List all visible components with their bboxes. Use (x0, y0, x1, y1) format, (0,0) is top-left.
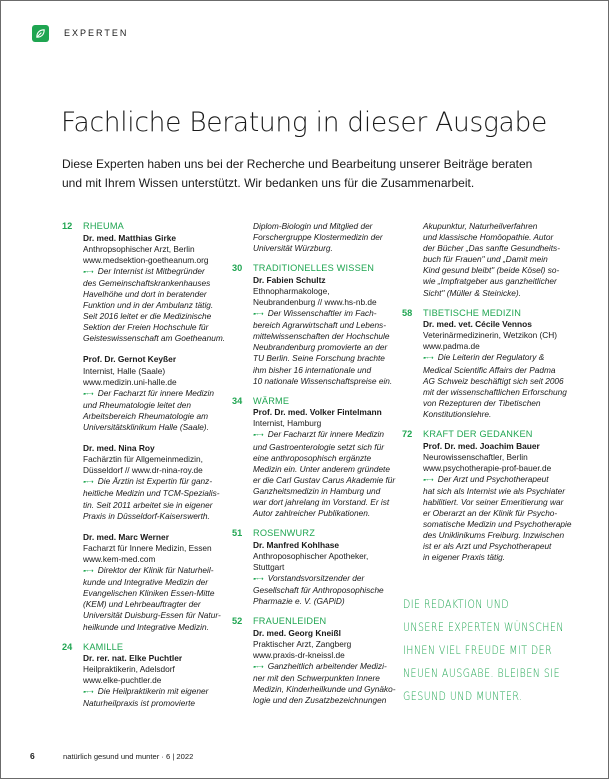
arrow-icon: ➸➝ (253, 311, 263, 319)
arrow-icon: ➸➝ (253, 432, 263, 440)
topic-page-number: 52 (232, 616, 243, 627)
arrow-icon: ➸➝ (83, 390, 93, 398)
expert-name: Dr. Manfred Kohlhase (253, 539, 340, 550)
expert-name: Dr. med. Matthias Girke (83, 232, 177, 243)
expert-entry-girke (83, 233, 234, 355)
expert-website[interactable]: www.praxis-dr-kneissl.de (253, 649, 345, 660)
expert-description: ➸➝ Der Facharzt für innere Medizin und Rheumatologie leitet den Arbeitsbereich Rheumatologie am Universitätsklinikum Halle (Saale). (83, 387, 214, 432)
section-label: EXPERTEN (64, 28, 129, 38)
expert-info: Stuttgart (253, 561, 285, 572)
expert-info: Fachärztin für Allgemeinmedizin, (83, 454, 203, 465)
arrow-icon: ➸➝ (253, 664, 263, 671)
expert-info: Internist, Halle (Saale) (83, 365, 166, 376)
topic-name: TRADITIONELLES WISSEN (253, 263, 375, 274)
expert-info: Praktischer Arzt, Zangberg (253, 638, 352, 649)
expert-name: Prof. Dr. med. Volker Fintelmann (253, 407, 382, 418)
topic-rosenwurz (232, 528, 404, 540)
expert-description: Diplom-Biologin und Mitglied der Forschergruppe Klostermedizin der Universität Würzburg. (253, 221, 383, 254)
expert-info: Anthropsophischer Arzt, Berlin (83, 243, 195, 254)
closing-message (403, 593, 567, 708)
expert-description: ➸➝ Ganzheitlich arbeitender Medizi- ner mit den Schwerpunkten Innere Medizin, Kinderheilkunde und Gynäko- logie und den Zusatzbezeichnungen (253, 661, 396, 706)
expert-entry-puchtler (83, 653, 234, 709)
topic-name: TIBETISCHE MEDIZIN (423, 307, 522, 318)
arrow-icon: ➸➝ (423, 355, 433, 363)
intro-line: und mit Ihrem Wissen unterstützt. Wir bedanken uns für die Zusammenarbeit. (62, 176, 475, 190)
expert-website[interactable]: www.medsektion-goetheanum.org (83, 254, 209, 265)
page-header (32, 24, 128, 42)
expert-entry-keysser (83, 354, 234, 443)
intro-text (62, 155, 602, 193)
topic-tibetische-medizin (402, 308, 592, 320)
topic-kamille (62, 642, 234, 654)
expert-description: ➸➝ Die Ärztin ist Expertin für ganz- heitliche Medizin und TCM-Spezialis- tin. Seit 2011 arbeitet sie in eigener Praxis in Düsseldorf-Kaiserswerth. (83, 476, 220, 521)
expert-entry-kneissl (253, 628, 404, 707)
expert-description: Akupunktur, Naturheilverfahren und klassische Homöopathie. Autor der Bücher „Das sanfte Gesundheits- buch für Frauen" und „Damit mein Kind gesund bleibt" (beide Kösel) so- wie „Impfratgeber aus ganzheitlicher Sicht" (Müller & Steinicke). (423, 221, 560, 298)
topic-name: WÄRME (253, 395, 290, 406)
topic-name: FRAUENLEIDEN (253, 616, 327, 627)
expert-entry-kneissl-cont (423, 221, 592, 308)
arrow-icon: ➸➝ (423, 476, 433, 484)
expert-description: ➸➝ Der Facharzt für innere Medizin und Gastroenterologie setzt sich für eine anthroposophisch ergänzte Medizin ein. Unter anderem gründete er die Carl Gustav Carus Akademie für Ganzheitsmedizin in Hamburg und war dort jahrelang im Vorstand. Er ist Autor zahlreicher Publikationen. (253, 429, 396, 519)
expert-description: ➸➝ Der Wissenschaftler im Fach- bereich Agrarwirtschaft und Lebens- mittelwissenschaften der Hochschule Neubrandenburg promovierte an der TU Berlin. Seine Forschung brachte ihm bisher 16 internationale und 10 nationale Wissenschaftspreise ein. (253, 308, 393, 386)
column-1 (62, 221, 234, 710)
topic-traditionelles-wissen (232, 263, 404, 275)
expert-name: Dr. Fabien Schultz (253, 274, 326, 285)
expert-name: Dr. med. Georg Kneißl (253, 627, 341, 638)
expert-name: Prof. Dr. med. Joachim Bauer (423, 440, 540, 451)
arrow-icon: ➸➝ (253, 575, 263, 583)
page-footer (30, 750, 193, 762)
expert-name: Prof. Dr. Gernot Keyßer (83, 354, 177, 365)
topic-name: KAMILLE (83, 641, 124, 652)
closing-line: DIE REDAKTION UND (403, 597, 510, 611)
topic-waerme (232, 396, 404, 408)
expert-website[interactable]: www.kem-med.com (83, 553, 156, 564)
topic-page-number: 24 (62, 641, 73, 652)
closing-line: GESUND UND MUNTER. (403, 689, 523, 703)
expert-info: Ethnopharmakologe, (253, 285, 330, 296)
expert-website[interactable]: www.medizin.uni-halle.de (83, 376, 177, 387)
publication-info: natürlich gesund und munter · 6 | 2022 (63, 751, 194, 761)
topic-page-number: 72 (402, 429, 413, 439)
expert-info: Anthroposophischer Apotheker, (253, 550, 369, 561)
page-title: Fachliche Beratung in dieser Ausgabe (61, 107, 548, 138)
expert-description: ➸➝ Die Leiterin der Regulatory & Medical Scientific Affairs der Padma AG Schweiz beschäftigt sich seit 2006 mit der wissenschaftlichen Erforschung von Rezepturen der Tibetischen Konstitutionslehre. (423, 352, 567, 419)
expert-name: Dr. med. Nina Roy (83, 443, 155, 454)
expert-info: Veterinärmedizinerin, Wetzikon (CH) (423, 330, 558, 341)
expert-name: Dr. med. vet. Cécile Vennos (423, 319, 532, 330)
expert-entry-werner (83, 532, 234, 642)
expert-info: Internist, Hamburg (253, 418, 322, 429)
expert-website[interactable]: Neubrandenburg // www.hs-nb.de (253, 296, 377, 307)
expert-description: ➸➝ Der Internist ist Mitbegründer des Gemeinschaftskrankenhauses Havelhöhe und dort in beratender Funktion und in der Ambulanz tätig. Seit 2016 leitet er die Medizinische Sektion der Freien Hochschule für Geisteswissenschaft am Goetheanum. (83, 265, 226, 344)
leaf-icon (32, 25, 49, 42)
expert-website[interactable]: Düsseldorf // www.dr-nina-roy.de (83, 465, 203, 476)
closing-line: NEUEN AUSGABE. BLEIBEN SIE (403, 666, 561, 680)
expert-entry-kohlhase (253, 540, 404, 617)
expert-info: Facharzt für Innere Medizin, Essen (83, 542, 212, 553)
expert-entry-roy (83, 443, 234, 532)
expert-description: ➸➝ Direktor der Klinik für Naturheil- kunde und Integrative Medizin der Evangelischen Kliniken Essen-Mitte (KEM) und Lehrbeauftragter der Universität Duisburg-Essen für Natur- heilkunde und Integrative Medizin. (83, 565, 221, 632)
topic-rheuma (62, 221, 234, 233)
topic-page-number: 58 (402, 307, 413, 318)
intro-line: Diese Experten haben uns bei der Recherche und Bearbeitung unserer Beiträge beraten (62, 157, 533, 171)
expert-entry-puchtler-cont (253, 221, 404, 263)
arrow-icon: ➸➝ (83, 689, 93, 697)
topic-page-number: 34 (232, 395, 243, 406)
expert-name: Dr. rer. nat. Elke Puchtler (83, 653, 183, 664)
expert-entry-schultz (253, 275, 404, 396)
arrow-icon: ➸➝ (83, 568, 93, 576)
expert-website[interactable]: www.elke-puchtler.de (83, 675, 162, 686)
topic-name: ROSENWURZ (253, 528, 316, 539)
expert-description: ➸➝ Der Arzt und Psychotherapeut hat sich als Internist wie als Psychiater habilitiert. Vor seiner Emeritierung war er Oberarzt an der Klinik für Psycho- somatische Medizin und Psychotherapie des Uniklinikums Freiburg. Inzwischen ist er als Arzt und Psychotherapeut in eigener Praxis tätig. (423, 473, 572, 563)
topic-kraft-der-gedanken (402, 429, 592, 441)
expert-description: ➸➝ Die Heilpraktikerin mit eigener Naturheilpraxis ist promovierte (83, 686, 209, 709)
expert-info: Heilpraktikerin, Adelsdorf (83, 664, 175, 675)
expert-description: ➸➝ Vorstandsvorsitzender der Gesellschaft für Anthroposophische Pharmazie e. V. (GAPiD) (253, 572, 384, 607)
closing-line: IHNEN VIEL FREUDE MIT DER (403, 643, 553, 657)
topic-page-number: 51 (232, 528, 243, 539)
expert-name: Dr. med. Marc Werner (83, 531, 169, 542)
expert-website[interactable]: www.psychotherapie-prof-bauer.de (423, 462, 552, 473)
topic-page-number: 12 (62, 221, 73, 231)
expert-website[interactable]: www.padma.de (423, 341, 480, 352)
expert-info: Neurowissenschaftler, Berlin (423, 451, 528, 462)
topic-frauenleiden (232, 616, 404, 628)
closing-line: UNSERE EXPERTEN WÜNSCHEN (403, 620, 564, 634)
topic-name: KRAFT DER GEDANKEN (423, 429, 533, 439)
expert-entry-bauer (423, 441, 592, 564)
expert-entry-vennos (423, 319, 592, 429)
expert-entry-fintelmann (253, 407, 404, 528)
page-number: 6 (30, 751, 35, 761)
arrow-icon: ➸➝ (83, 268, 93, 276)
column-3 (402, 221, 592, 564)
topic-page-number: 30 (232, 263, 243, 274)
column-2 (232, 221, 404, 706)
topic-name: RHEUMA (83, 221, 125, 231)
arrow-icon: ➸➝ (83, 479, 93, 487)
